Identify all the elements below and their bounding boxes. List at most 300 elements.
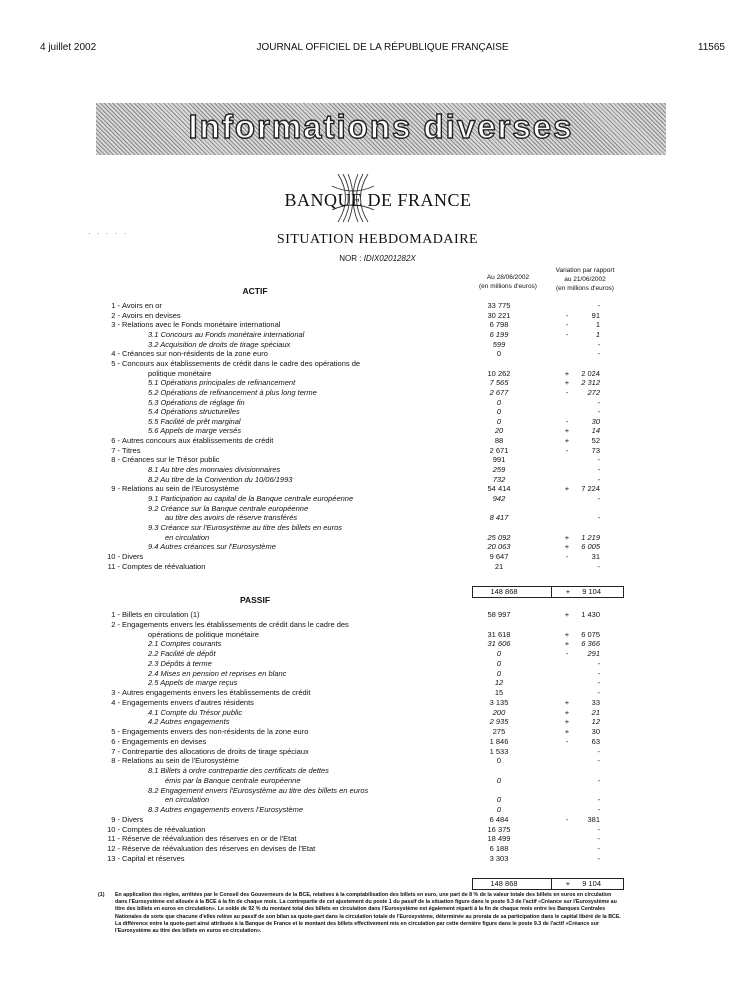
row-label	[96, 455, 406, 464]
total-separator	[551, 879, 552, 889]
row-variation: 14	[591, 426, 600, 436]
row-variation: -	[597, 824, 600, 834]
row-sign: +	[564, 629, 570, 639]
row-label-text: Relations au sein de l'Eurosystème	[122, 756, 239, 766]
table-row	[96, 630, 626, 639]
row-label-text: 4.2 Autres engagements	[148, 717, 230, 727]
row-label-text: 8.1 Au titre des monnaies divisionnaires	[148, 465, 281, 475]
row-value: 1 846	[489, 736, 509, 746]
row-label	[96, 320, 406, 329]
row-sign: +	[564, 707, 570, 717]
row-label	[96, 494, 432, 503]
row-label	[96, 349, 406, 358]
row-value: 88	[494, 436, 504, 446]
table-row	[96, 484, 626, 493]
row-label-text: Comptes de réévaluation	[122, 824, 206, 834]
row-number: 1 -	[111, 610, 120, 619]
row-sign: -	[565, 814, 569, 824]
row-label	[96, 717, 432, 726]
row-label	[96, 398, 432, 407]
column-header-amount	[476, 273, 540, 291]
table-row	[96, 542, 626, 551]
row-label	[96, 747, 406, 756]
row-number: 6 -	[111, 736, 120, 746]
row-value: 21	[494, 561, 504, 571]
row-variation: -	[597, 805, 600, 814]
row-value: 2 671	[489, 445, 509, 455]
table-row	[96, 330, 626, 339]
row-label	[96, 649, 432, 658]
row-value: 0	[496, 775, 502, 785]
logo-text: BANQUE DE FRANCE	[284, 190, 472, 210]
row-variation: 6 366	[581, 639, 600, 649]
table-row	[96, 369, 626, 378]
row-value: 599	[492, 339, 506, 349]
nor-code: IDIX0201282X	[363, 254, 416, 263]
row-label-text: Autres engagements envers les établissements de crédit	[122, 688, 311, 697]
table-row	[96, 610, 626, 619]
row-sign: +	[564, 436, 570, 446]
row-label-text: Engagements envers les établissements de crédit dans le cadre des	[122, 619, 349, 629]
row-label-text: au titre des avoirs de réserve transférés	[165, 513, 298, 523]
table-row	[96, 756, 626, 765]
row-label-text: Créances sur le Trésor public	[122, 455, 220, 465]
table-row	[96, 349, 626, 358]
footnote-mark: (1)	[98, 892, 105, 898]
row-variation: 1 430	[581, 610, 600, 619]
section-banner	[96, 103, 666, 155]
row-value: 6 484	[489, 814, 509, 824]
row-sign: +	[564, 727, 570, 736]
table-row	[96, 378, 626, 387]
table-row	[96, 340, 626, 349]
row-value: 15	[494, 688, 504, 697]
footnote-text: En application des règles, arrêtées par le Conseil des Gouverneurs de la BCE, relatives à la comptabilisation des billets en euro, une part de 8 % de la valeur totale des billets en euros en circulation dans l'Eurosystème est allouée à la BCE à la fin de chaque mois. La contrepartie de cet ajustement du poste 1 du passif de la situation figure dans le poste 9.3 de l'actif «Créance sur l'Eurosystème au titre des billets en euros en circulation». Le solde de 92 % du montant total des billets en circulation dans l'Eurosystème est également réparti à la fin de chaque mois entre les Banques Centrales Nationales de sorte que chacune d'elles relève au passif de son bilan sa quote-part dans la circulation totale de l'Eurosystème, déterminée au prorata de sa participation dans le capital libéré de la BCE. La différence entre la quote-part ainsi attribuée à la Banque de France et le montant des billets effectivement mis en circulation par cette dernière figure dans le poste 9.3 de l'actif «Créance sur l'Eurosystème au titre des billets en euros en circulation».	[115, 892, 621, 935]
header-journal-title: JOURNAL OFFICIEL DE LA RÉPUBLIQUE FRANÇAISE	[256, 42, 509, 53]
row-label	[96, 610, 406, 619]
row-label-text: 3.1 Concours au Fonds monétaire international	[148, 329, 305, 339]
row-label-text: 8.1 Billets à ordre contrepartie des certificats de dettes	[148, 766, 329, 775]
row-label-text: 4.1 Compte du Trésor public	[148, 707, 243, 717]
row-variation: -	[597, 561, 600, 571]
banner-title: Informations diverses	[188, 108, 574, 145]
row-label-text: Divers	[122, 551, 144, 561]
table-row	[96, 562, 626, 571]
row-number: 2 -	[111, 310, 120, 320]
row-label-text: 5.6 Appels de marge versés	[148, 426, 242, 436]
row-label	[96, 484, 406, 493]
table-row	[96, 649, 626, 658]
column-header-line: au 21/06/2002	[564, 276, 606, 283]
row-value: 6 798	[489, 320, 509, 330]
row-value: 10 262	[487, 368, 511, 378]
row-variation: 2 024	[581, 368, 600, 378]
row-label	[96, 766, 432, 775]
row-label	[96, 301, 406, 310]
row-label	[96, 834, 406, 843]
row-label-text: Créances sur non-résidents de la zone euro	[122, 349, 268, 359]
table-row	[96, 320, 626, 329]
row-variation: 21	[591, 707, 600, 717]
row-value: 18 499	[487, 834, 511, 844]
table-row	[96, 776, 626, 785]
row-label	[96, 407, 432, 416]
table-row	[96, 494, 626, 503]
header-date: 4 juillet 2002	[40, 42, 97, 53]
total-separator	[551, 587, 552, 597]
row-number: 12 -	[107, 844, 120, 853]
table-row	[96, 737, 626, 746]
row-label	[96, 756, 406, 765]
row-label-text: 9.2 Créance sur la Banque centrale européenne	[148, 503, 309, 513]
row-label	[96, 825, 406, 834]
table-row	[96, 504, 626, 513]
row-label-text: 5.1 Opérations principales de refinancement	[148, 378, 296, 388]
row-variation: -	[597, 746, 600, 756]
row-label-text: 2.4 Mises en pension et reprises en blanc	[148, 668, 287, 678]
row-number: 7 -	[111, 445, 120, 455]
row-variation: 6 075	[581, 629, 600, 639]
row-value: 31 606	[487, 639, 511, 649]
table-row	[96, 815, 626, 824]
row-sign: -	[565, 320, 569, 330]
row-label-text: 9.3 Créance sur l'Eurosystème au titre des billets en euros	[148, 522, 343, 532]
row-label-text: 3.2 Acquisition de droits de tirage spéciaux	[148, 339, 291, 349]
row-variation: 6 005	[581, 542, 600, 552]
row-value: 0	[496, 668, 502, 678]
row-label	[96, 465, 432, 474]
row-label	[96, 708, 432, 717]
row-variation: -	[597, 397, 600, 407]
row-number: 5 -	[111, 358, 120, 368]
table-row	[96, 854, 626, 863]
row-label	[96, 446, 406, 455]
row-label	[96, 359, 406, 368]
table-row	[96, 311, 626, 320]
table-row	[96, 426, 626, 435]
document-title: SITUATION HEBDOMADAIRE	[276, 232, 479, 247]
row-label-text: 8.2 Au titre de la Convention du 10/06/1993	[148, 474, 293, 484]
row-label	[96, 436, 406, 445]
table-row	[96, 513, 626, 522]
row-variation: 30	[591, 416, 600, 426]
actif-heading: ACTIF	[242, 286, 268, 296]
column-header-line: Au 28/06/2002	[486, 274, 530, 281]
row-variation: -	[597, 795, 600, 805]
row-sign: -	[565, 736, 569, 746]
row-sign: +	[564, 610, 570, 619]
row-label-text: 8.3 Autres engagements envers l'Eurosystème	[148, 805, 303, 814]
row-label-text: 2.5 Appels de marge reçus	[148, 678, 238, 688]
row-label	[96, 630, 432, 639]
row-label	[96, 639, 432, 648]
row-label	[96, 854, 406, 863]
row-label	[96, 562, 406, 571]
row-label-text: 5.4 Opérations structurelles	[148, 407, 240, 417]
row-sign: -	[565, 329, 569, 339]
row-variation: -	[597, 678, 600, 688]
row-sign: -	[565, 649, 569, 658]
table-row	[96, 766, 626, 775]
table-row	[96, 795, 626, 804]
table-row	[96, 708, 626, 717]
row-label	[96, 727, 406, 736]
decorative-dots: · · · · ·	[88, 229, 129, 238]
table-row	[96, 844, 626, 853]
row-label	[96, 552, 406, 561]
row-variation: 91	[591, 310, 600, 320]
row-label	[96, 805, 432, 814]
table-row	[96, 639, 626, 648]
table-row	[96, 475, 626, 484]
row-label	[96, 620, 406, 629]
row-number: 11 -	[107, 561, 120, 571]
row-label	[96, 426, 432, 435]
row-variation: 1	[595, 329, 600, 339]
table-row	[96, 659, 626, 668]
row-sign: -	[565, 445, 569, 455]
row-label-text: Capital et réserves	[122, 853, 185, 863]
row-label	[96, 844, 406, 853]
row-label	[96, 330, 432, 339]
row-label-text: 5.3 Opérations de réglage fin	[148, 397, 245, 407]
passif-total-value: 148 868	[490, 879, 518, 888]
row-value: 0	[496, 407, 502, 417]
row-variation: -	[597, 844, 600, 853]
row-sign: +	[564, 717, 570, 727]
row-label-text: Engagements envers des non-résidents de la zone euro	[122, 727, 309, 736]
row-variation: 7 224	[581, 484, 600, 494]
row-label-text: Billets en circulation (1)	[122, 610, 200, 619]
row-variation: 1	[595, 320, 600, 330]
row-number: 13 -	[107, 853, 120, 863]
row-value: 259	[492, 465, 506, 475]
column-header-variation	[548, 266, 622, 293]
row-value: 33 775	[487, 301, 511, 310]
row-variation: 30	[591, 727, 600, 736]
table-row	[96, 359, 626, 368]
row-label	[96, 311, 406, 320]
row-label-text: en circulation	[165, 532, 210, 542]
table-row	[96, 552, 626, 561]
row-label-text: Concours aux établissements de crédit dans le cadre des opérations de	[122, 358, 361, 368]
row-number: 1 -	[111, 301, 120, 310]
table-row	[96, 455, 626, 464]
row-value: 0	[496, 805, 502, 814]
table-row	[96, 620, 626, 629]
row-label-text: Contrepartie des allocations de droits de tirage spéciaux	[122, 746, 309, 756]
table-row	[96, 436, 626, 445]
row-number: 9 -	[111, 484, 120, 494]
table-row	[96, 786, 626, 795]
row-variation: 52	[591, 436, 600, 446]
row-label-text: Autres concours aux établissements de crédit	[122, 436, 274, 446]
table-row	[96, 825, 626, 834]
table-row	[96, 805, 626, 814]
row-label-text: émis par la Banque centrale européenne	[165, 775, 301, 785]
row-label	[96, 815, 406, 824]
row-value: 31 618	[487, 629, 511, 639]
passif-total-sign: +	[565, 879, 571, 888]
nor-label: NOR :	[339, 254, 362, 263]
row-sign: -	[565, 387, 569, 397]
row-value: 0	[496, 349, 502, 359]
row-value: 1 533	[489, 746, 509, 756]
row-variation: -	[597, 349, 600, 359]
row-label-text: Avoirs en or	[122, 301, 162, 310]
row-label	[96, 698, 406, 707]
row-value: 16 375	[487, 824, 511, 834]
row-label-text: Divers	[122, 814, 144, 824]
actif-total-variation: 9 104	[582, 587, 601, 596]
row-label	[96, 340, 432, 349]
row-value: 54 414	[487, 484, 511, 494]
row-label-text: opérations de politique monétaire	[148, 629, 259, 639]
row-sign: +	[564, 484, 570, 494]
row-value: 25 092	[487, 532, 511, 542]
row-number: 3 -	[111, 688, 120, 697]
row-sign: -	[565, 310, 569, 320]
row-variation: 63	[591, 736, 600, 746]
row-number: 6 -	[111, 436, 120, 446]
table-row	[96, 669, 626, 678]
row-variation: 12	[591, 717, 600, 727]
row-value: 6 188	[489, 844, 509, 853]
row-value: 200	[492, 707, 506, 717]
row-variation: 381	[587, 814, 600, 824]
nor-reference	[0, 254, 755, 263]
row-variation: -	[597, 668, 600, 678]
table-row	[96, 698, 626, 707]
row-sign: +	[564, 639, 570, 649]
row-label	[96, 417, 432, 426]
table-row	[96, 834, 626, 843]
column-header-line: (en millions d'euros)	[556, 285, 614, 292]
row-variation: 73	[591, 445, 600, 455]
row-label-text: Relations au sein de l'Eurosystème	[122, 484, 239, 494]
row-number: 3 -	[111, 320, 120, 330]
row-variation: -	[597, 775, 600, 785]
row-value: 58 997	[487, 610, 511, 619]
row-variation: -	[597, 494, 600, 503]
row-label	[96, 523, 432, 532]
row-label	[96, 388, 432, 397]
row-label-text: Engagements envers d'autres résidents	[122, 697, 254, 707]
passif-total-box	[472, 878, 624, 890]
row-label-text: politique monétaire	[148, 368, 212, 378]
actif-total-sign: +	[565, 587, 571, 596]
row-value: 0	[496, 397, 502, 407]
table-row	[96, 301, 626, 310]
row-value: 0	[496, 756, 502, 766]
row-variation: -	[597, 688, 600, 697]
row-value: 12	[494, 678, 504, 688]
actif-total-value: 148 868	[490, 587, 518, 596]
row-sign: +	[564, 697, 570, 707]
row-sign: +	[564, 378, 570, 388]
banque-de-france-logo	[258, 170, 498, 230]
row-sign: -	[565, 551, 569, 561]
row-value: 0	[496, 649, 502, 658]
table-row	[96, 688, 626, 697]
row-value: 3 303	[489, 853, 509, 863]
row-value: 30 221	[487, 310, 511, 320]
row-label	[96, 513, 449, 522]
row-value: 20 063	[487, 542, 511, 552]
row-sign: +	[564, 368, 570, 378]
passif-total-variation: 9 104	[582, 879, 601, 888]
row-variation: 31	[591, 551, 600, 561]
row-number: 11 -	[107, 834, 120, 844]
row-variation: 33	[591, 697, 600, 707]
row-number: 5 -	[111, 727, 120, 736]
row-variation: 291	[587, 649, 600, 658]
row-label	[96, 369, 432, 378]
row-variation: -	[597, 455, 600, 465]
table-row	[96, 727, 626, 736]
row-label	[96, 378, 432, 387]
row-sign: -	[565, 416, 569, 426]
row-label-text: en circulation	[165, 795, 210, 805]
row-number: 9 -	[111, 814, 120, 824]
row-label	[96, 475, 432, 484]
row-label-text: Avoirs en devises	[122, 310, 181, 320]
row-number: 2 -	[111, 619, 120, 629]
row-label	[96, 669, 432, 678]
row-number: 4 -	[111, 349, 120, 359]
column-header-line: (en millions d'euros)	[479, 283, 537, 290]
row-label-text: 5.5 Facilité de prêt marginal	[148, 416, 241, 426]
row-label-text: 9.1 Participation au capital de la Banque centrale européenne	[148, 494, 354, 503]
row-number: 10 -	[107, 551, 120, 561]
row-variation: -	[597, 301, 600, 310]
row-label	[96, 533, 449, 542]
footnote	[98, 892, 623, 935]
row-value: 6 199	[489, 329, 509, 339]
table-row	[96, 398, 626, 407]
table-row	[96, 717, 626, 726]
row-value: 8 417	[489, 513, 509, 523]
row-label-text: 5.2 Opérations de refinancement à plus long terme	[148, 387, 317, 397]
row-value: 275	[492, 727, 506, 736]
row-variation: -	[597, 513, 600, 523]
row-variation: -	[597, 407, 600, 417]
column-header-line: Variation par rapport	[555, 267, 615, 274]
row-number: 8 -	[111, 455, 120, 465]
row-variation: 1 219	[581, 532, 600, 542]
passif-heading: PASSIF	[239, 595, 271, 605]
row-value: 732	[492, 474, 506, 484]
page-header	[40, 42, 725, 56]
table-row	[96, 417, 626, 426]
row-label	[96, 737, 406, 746]
row-value: 0	[496, 658, 502, 668]
table-row	[96, 747, 626, 756]
row-label-text: Comptes de réévaluation	[122, 561, 206, 571]
row-variation: -	[597, 756, 600, 766]
row-label-text: 8.2 Engagement envers l'Eurosystème au titre des billets en euros	[148, 785, 369, 795]
row-number: 7 -	[111, 746, 120, 756]
row-label-text: 2.2 Facilité de dépôt	[148, 649, 216, 658]
row-value: 2 935	[489, 717, 509, 727]
row-sign: +	[564, 542, 570, 552]
row-label	[96, 688, 406, 697]
table-row	[96, 465, 626, 474]
row-label-text: Réserve de réévaluation des réserves en devises de l'Etat	[122, 844, 316, 853]
row-variation: -	[597, 658, 600, 668]
row-variation: -	[597, 834, 600, 844]
row-number: 8 -	[111, 756, 120, 766]
